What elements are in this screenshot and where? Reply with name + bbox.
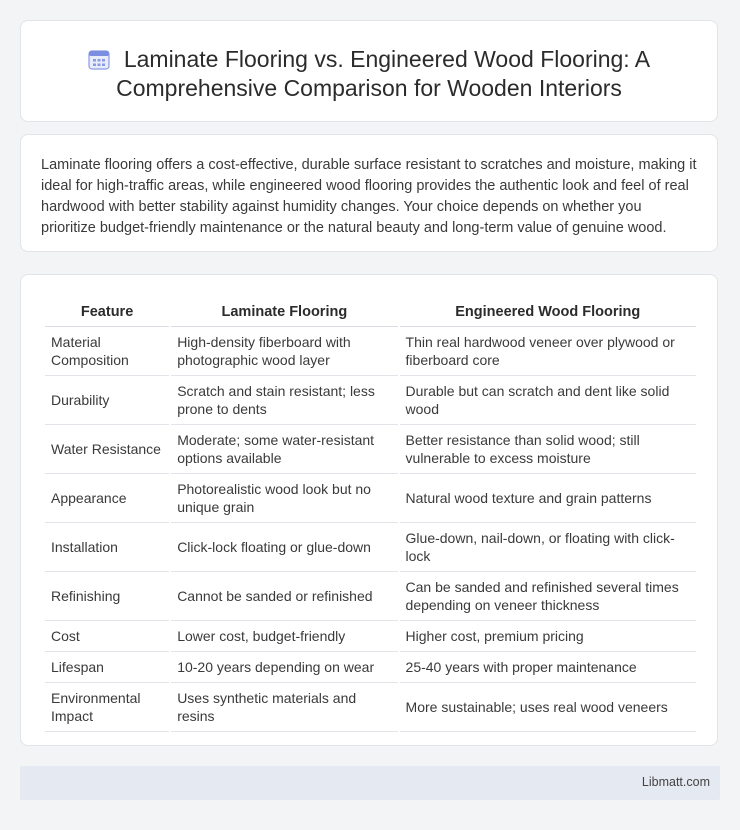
- feature-cell: Refinishing: [45, 572, 169, 621]
- header-engineered: Engineered Wood Flooring: [400, 295, 696, 327]
- engineered-cell: 25-40 years with proper maintenance: [400, 652, 696, 683]
- header-feature: Feature: [45, 295, 169, 327]
- header-laminate: Laminate Flooring: [171, 295, 397, 327]
- laminate-cell: Lower cost, budget-friendly: [171, 621, 397, 652]
- feature-cell: Material Composition: [45, 327, 169, 376]
- comparison-card: [20, 274, 718, 746]
- page-title: [21, 21, 717, 103]
- comparison-table: [43, 295, 698, 732]
- laminate-cell: Click-lock floating or glue-down: [171, 523, 397, 572]
- table-row: [45, 523, 696, 572]
- laminate-cell: Uses synthetic materials and resins: [171, 683, 397, 732]
- feature-cell: Water Resistance: [45, 425, 169, 474]
- laminate-cell: Moderate; some water-resistant options available: [171, 425, 397, 474]
- table-row: [45, 376, 696, 425]
- summary-text: Laminate flooring offers a cost-effective, durable surface resistant to scratches and moisture, making it ideal for high-traffic areas, while engineered wood flooring provides the authentic look and feel of real hardwood with better stability against humidity changes. Your choice depends on whether you prioritize budget-friendly maintenance or the natural beauty and long-term value of genuine wood.: [41, 157, 697, 236]
- table-row: [45, 683, 696, 732]
- table-row: [45, 327, 696, 376]
- table-header-row: [45, 295, 696, 327]
- summary-card: [20, 134, 718, 252]
- feature-cell: Lifespan: [45, 652, 169, 683]
- laminate-cell: Photorealistic wood look but no unique grain: [171, 474, 397, 523]
- table-row: [45, 621, 696, 652]
- table-row: [45, 425, 696, 474]
- laminate-cell: 10-20 years depending on wear: [171, 652, 397, 683]
- laminate-cell: Cannot be sanded or refinished: [171, 572, 397, 621]
- engineered-cell: Durable but can scratch and dent like solid wood: [400, 376, 696, 425]
- engineered-cell: Can be sanded and refinished several times depending on veneer thickness: [400, 572, 696, 621]
- engineered-cell: Glue-down, nail-down, or floating with click-lock: [400, 523, 696, 572]
- feature-cell: Cost: [45, 621, 169, 652]
- feature-cell: Appearance: [45, 474, 169, 523]
- feature-cell: Installation: [45, 523, 169, 572]
- footer-brand-link[interactable]: Libmatt.com: [641, 775, 710, 789]
- engineered-cell: More sustainable; uses real wood veneers: [400, 683, 696, 732]
- table-row: [45, 572, 696, 621]
- table-row: [45, 652, 696, 683]
- feature-cell: Durability: [45, 376, 169, 425]
- footer: [20, 766, 720, 800]
- calendar-icon: [88, 48, 110, 70]
- page-title-text: Laminate Flooring vs. Engineered Wood Flooring: A Comprehensive Comparison for Wooden Interiors: [116, 46, 651, 101]
- engineered-cell: Natural wood texture and grain patterns: [400, 474, 696, 523]
- laminate-cell: High-density fiberboard with photographic wood layer: [171, 327, 397, 376]
- engineered-cell: Thin real hardwood veneer over plywood or fiberboard core: [400, 327, 696, 376]
- table-row: [45, 474, 696, 523]
- engineered-cell: Higher cost, premium pricing: [400, 621, 696, 652]
- engineered-cell: Better resistance than solid wood; still vulnerable to excess moisture: [400, 425, 696, 474]
- laminate-cell: Scratch and stain resistant; less prone to dents: [171, 376, 397, 425]
- feature-cell: Environmental Impact: [45, 683, 169, 732]
- title-card: [20, 20, 718, 122]
